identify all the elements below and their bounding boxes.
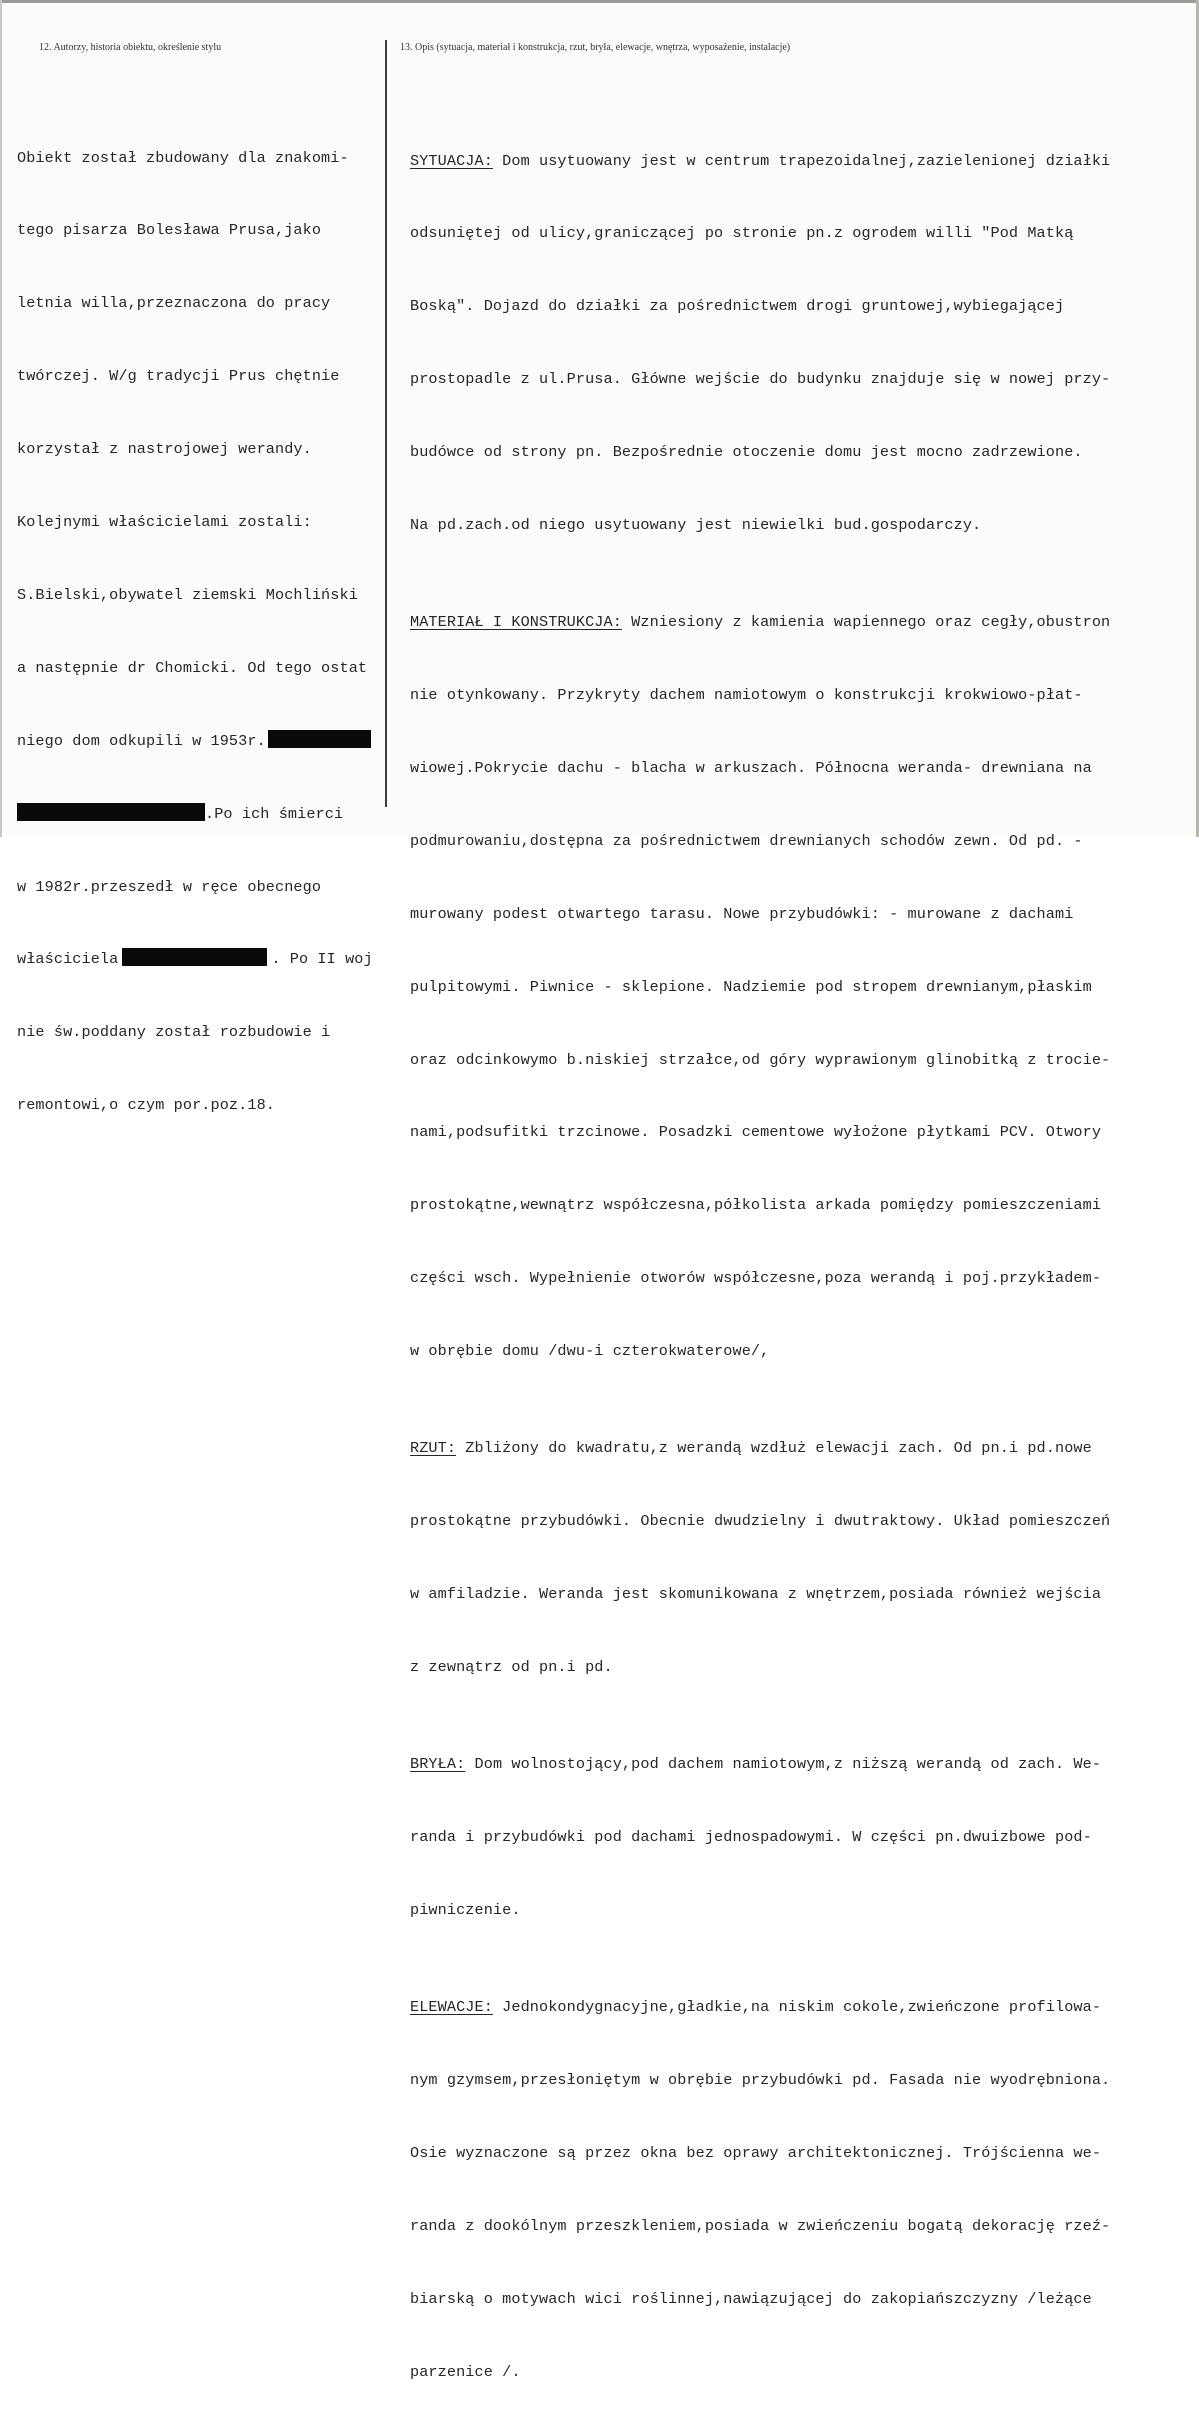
description-line: piwniczenie. bbox=[410, 1900, 521, 1919]
description-line: nami,podsufitki trzcinowe. Posadzki cementowe wyłożone płytkami PCV. Otwory bbox=[410, 1123, 1102, 1142]
history-line-text: . Po II woj bbox=[271, 950, 373, 969]
description-line: w amfiladzie. Weranda jest skomunikowana z wnętrzem,posiada również wejścia bbox=[410, 1585, 1102, 1604]
description-line: nie otynkowany. Przykryty dachem namiotowym o konstrukcji krokwiowo-płat- bbox=[410, 686, 1083, 705]
description-text-column bbox=[410, 100, 1110, 2433]
history-line: S.Bielski,obywatel ziemski Mochliński bbox=[17, 585, 358, 604]
description-line: części wsch. Wypełnienie otworów współczesne,poza werandą i poj.przykładem- bbox=[410, 1269, 1102, 1288]
description-line: Osie wyznaczone są przez okna bez oprawy architektonicznej. Trójścienna we- bbox=[410, 2143, 1102, 2162]
history-line: Kolejnymi właścicielami zostali: bbox=[17, 513, 312, 532]
page-edge-top bbox=[0, 0, 1199, 3]
history-line: Obiekt został zbudowany dla znakomi- bbox=[17, 148, 349, 167]
history-line: twórczej. W/g tradycji Prus chętnie bbox=[17, 367, 340, 386]
description-line-text: Jednokondygnacyjne,gładkie,na niskim cokole,zwieńczone profilowa- bbox=[492, 1998, 1102, 2017]
description-line-text: Dom wolnostojący,pod dachem namiotowym,z niższą werandą od zach. We- bbox=[465, 1755, 1102, 1774]
section-13-heading: 13. Opis (sytuacja, materiał i konstrukcja, rzut, bryła, elewacje, wnętrza, wyposażenie, instalacje) bbox=[400, 42, 791, 53]
description-line: wiowej.Pokrycie dachu - blacha w arkuszach. Północna weranda- drewniana na bbox=[410, 759, 1092, 778]
section-label-bryla: BRYŁA: bbox=[410, 1755, 466, 1774]
history-line: w 1982r.przeszedł w ręce obecnego bbox=[17, 877, 322, 896]
section-label-rzut: RZUT: bbox=[410, 1439, 457, 1458]
section-label-elewacje: ELEWACJE: bbox=[410, 1998, 493, 2017]
description-line-text: Wzniesiony z kamienia wapiennego oraz cegły,obustron bbox=[621, 613, 1111, 632]
history-line bbox=[17, 947, 373, 971]
history-line-text: niego dom odkupili w 1953r. bbox=[17, 731, 266, 750]
description-line: w obrębie domu /dwu-i czterokwaterowe/, bbox=[410, 1342, 770, 1361]
history-text-column bbox=[17, 97, 373, 1166]
description-line: podmurowaniu,dostępna za pośrednictwem drewnianych schodów zewn. Od pd. - bbox=[410, 831, 1083, 850]
description-line: Na pd.zach.od niego usytuowany jest niewielki bud.gospodarczy. bbox=[410, 516, 982, 535]
redaction-bar bbox=[17, 803, 205, 821]
description-line bbox=[410, 149, 1110, 173]
redaction-bar bbox=[122, 948, 267, 966]
history-line: a następnie dr Chomicki. Od tego ostat bbox=[17, 658, 368, 677]
description-line: prostokątne przybudówki. Obecnie dwudzielny i dwutraktowy. Układ pomieszczeń bbox=[410, 1512, 1111, 1531]
history-line: nie św.poddany został rozbudowie i bbox=[17, 1023, 331, 1042]
section-label-material: MATERIAŁ I KONSTRUKCJA: bbox=[410, 613, 622, 632]
description-line: randa i przybudówki pod dachami jednospadowymi. W części pn.dwuizbowe pod- bbox=[410, 1828, 1092, 1847]
description-line: prostokątne,wewnątrz współczesna,półkolista arkada pomiędzy pomieszczeniami bbox=[410, 1196, 1102, 1215]
description-line bbox=[410, 1995, 1110, 2019]
description-line: odsuniętej od ulicy,graniczącej po stronie pn.z ogrodem willi "Pod Matką bbox=[410, 224, 1074, 243]
page-edge-left bbox=[0, 0, 2, 837]
description-line: pulpitowymi. Piwnice - sklepione. Nadziemie pod stropem drewnianym,płaskim bbox=[410, 977, 1092, 996]
description-line bbox=[410, 610, 1110, 634]
description-line: Boską". Dojazd do działki za pośrednictwem drogi gruntowej,wybiegającej bbox=[410, 297, 1065, 316]
history-line: tego pisarza Bolesława Prusa,jako bbox=[17, 221, 322, 240]
description-line: nym gzymsem,przesłoniętym w obrębie przybudówki pd. Fasada nie wyodrębniona. bbox=[410, 2071, 1111, 2090]
history-line bbox=[17, 729, 373, 753]
description-line: murowany podest otwartego tarasu. Nowe przybudówki: - murowane z dachami bbox=[410, 904, 1074, 923]
history-line-text: właściciela bbox=[17, 950, 119, 969]
description-line: randa z dookólnym przeszkleniem,posiada w zwieńczeniu bogatą dekorację rzeź- bbox=[410, 2216, 1111, 2235]
description-line bbox=[410, 1752, 1110, 1776]
description-line: budówce od strony pn. Bezpośrednie otoczenie domu jest mocno zadrzewione. bbox=[410, 443, 1083, 462]
history-line: korzystał z nastrojowej werandy. bbox=[17, 440, 312, 459]
description-line-text: Zbliżony do kwadratu,z werandą wzdłuż elewacji zach. Od pn.i pd.nowe bbox=[456, 1439, 1092, 1458]
history-line: letnia willa,przeznaczona do pracy bbox=[17, 294, 331, 313]
section-label-sytuacja: SYTUACJA: bbox=[410, 151, 493, 170]
history-line bbox=[17, 802, 373, 826]
history-line: remontowi,o czym por.poz.18. bbox=[17, 1096, 275, 1115]
section-12-heading: 12. Autorzy, historia obiektu, określenie stylu bbox=[39, 42, 222, 53]
description-line: parzenice /. bbox=[410, 2362, 521, 2381]
history-line-text: .Po ich śmierci bbox=[205, 804, 344, 823]
redaction-bar bbox=[268, 730, 371, 748]
description-line: z zewnątrz od pn.i pd. bbox=[410, 1658, 613, 1676]
column-divider bbox=[385, 40, 387, 807]
description-line: oraz odcinkowymo b.niskiej strzałce,od góry wyprawionym glinobitką z trocie- bbox=[410, 1050, 1111, 1069]
description-line bbox=[410, 1436, 1110, 1460]
description-line: biarską o motywach wici roślinnej,nawiązującej do zakopiańszczyzny /leżące bbox=[410, 2289, 1092, 2308]
description-line-text: Dom usytuowany jest w centrum trapezoidalnej,zazielenionej działki bbox=[492, 151, 1111, 170]
description-line: prostopadle z ul.Prusa. Główne wejście do budynku znajduje się w nowej przy- bbox=[410, 370, 1111, 389]
